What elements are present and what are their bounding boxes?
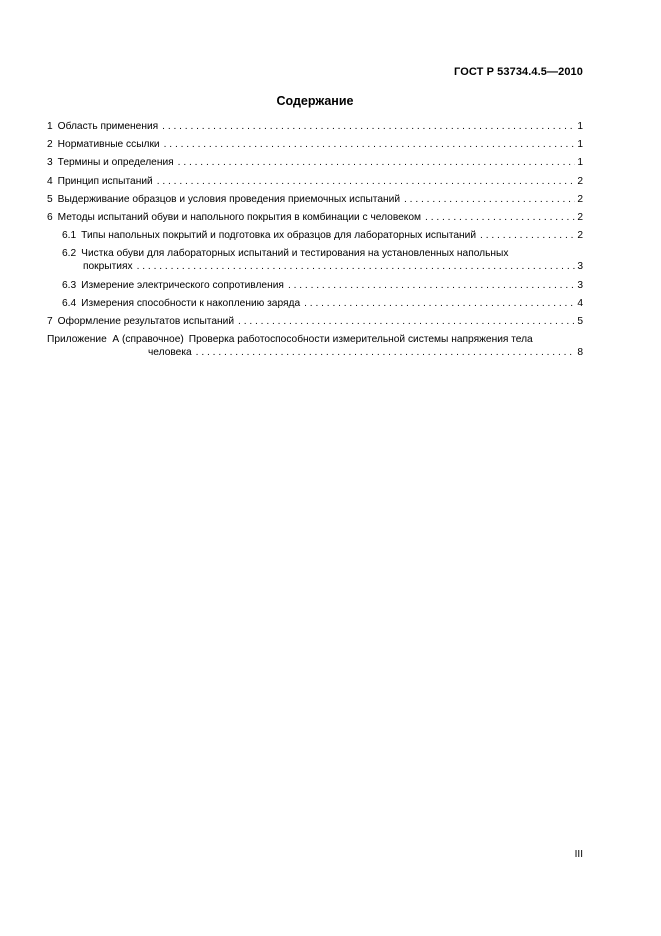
toc-label: Термины и определения <box>57 157 174 169</box>
toc-entry-6-4[interactable] <box>47 297 583 310</box>
toc-leader <box>238 315 575 328</box>
toc-leader <box>404 193 575 206</box>
toc-leader <box>304 297 575 310</box>
toc-entry-1[interactable] <box>47 120 583 133</box>
toc-page: 2 <box>577 175 583 187</box>
page-header: ГОСТ Р 53734.4.5—2010 <box>454 66 583 78</box>
toc-page: 2 <box>577 211 583 223</box>
toc-entry-5[interactable] <box>47 193 583 206</box>
toc-number: 4 <box>47 175 53 187</box>
toc-label: Принцип испытаний <box>57 175 153 187</box>
toc-label: Выдерживание образцов и условия проведения приемочных испытаний <box>57 193 401 205</box>
toc-label: Методы испытаний обуви и напольного покрытия в комбинации с человеком <box>57 211 422 223</box>
toc-entry-6[interactable] <box>47 211 583 224</box>
toc-number: 7 <box>47 315 53 327</box>
toc-entry-appendix-a[interactable] <box>47 333 583 359</box>
toc-number: Приложение А (справочное) <box>47 334 184 346</box>
toc-page: 4 <box>577 297 583 309</box>
toc-number: 6.1 <box>62 230 77 242</box>
toc-page: 1 <box>577 121 583 132</box>
toc-entry-4[interactable] <box>47 175 583 188</box>
toc-label-line1: Проверка работоспособности измерительной системы напряжения тела <box>188 334 533 346</box>
toc-leader <box>425 211 575 224</box>
toc-label: Оформление результатов испытаний <box>57 315 235 327</box>
toc-label: Область применения <box>57 121 159 132</box>
toc-number: 5 <box>47 193 53 205</box>
table-of-contents <box>47 120 583 364</box>
toc-number: 6.4 <box>62 297 77 309</box>
toc-entry-3[interactable] <box>47 156 583 169</box>
toc-label: Типы напольных покрытий и подготовка их образцов для лабораторных испытаний <box>81 230 477 242</box>
toc-page: 5 <box>577 315 583 327</box>
toc-entry-6-3[interactable] <box>47 279 583 292</box>
toc-page: 1 <box>577 157 583 169</box>
toc-leader <box>178 156 575 169</box>
toc-leader <box>196 346 575 359</box>
page-number: III <box>574 849 583 860</box>
toc-leader <box>137 260 575 273</box>
toc-entry-7[interactable] <box>47 315 583 328</box>
toc-title: Содержание <box>276 94 354 108</box>
toc-page: 2 <box>577 230 583 242</box>
toc-leader <box>288 279 575 292</box>
toc-leader <box>157 175 575 188</box>
toc-label: Измерение электрического сопротивления <box>81 279 284 291</box>
toc-label-line1: Чистка обуви для лабораторных испытаний и тестирования на установленных напольных <box>81 248 509 260</box>
toc-number: 6 <box>47 211 53 223</box>
toc-number: 6.2 <box>62 248 77 260</box>
toc-page: 8 <box>577 347 583 359</box>
toc-entry-6-1[interactable] <box>47 229 583 242</box>
toc-page: 2 <box>577 193 583 205</box>
toc-label-line2: человека <box>148 347 192 359</box>
toc-leader <box>164 138 575 151</box>
toc-number: 6.3 <box>62 279 77 291</box>
toc-label-line2: покрытиях <box>83 261 133 273</box>
toc-leader <box>480 229 575 242</box>
toc-number: 2 <box>47 139 53 151</box>
toc-page: 3 <box>577 261 583 273</box>
toc-entry-6-2[interactable] <box>47 247 583 273</box>
toc-number: 1 <box>47 121 53 132</box>
toc-leader <box>162 120 575 133</box>
toc-label: Измерения способности к накоплению заряда <box>81 297 301 309</box>
toc-number: 3 <box>47 157 53 169</box>
toc-label: Нормативные ссылки <box>57 139 160 151</box>
toc-page: 3 <box>577 279 583 291</box>
toc-entry-2[interactable] <box>47 138 583 151</box>
toc-page: 1 <box>577 139 583 151</box>
